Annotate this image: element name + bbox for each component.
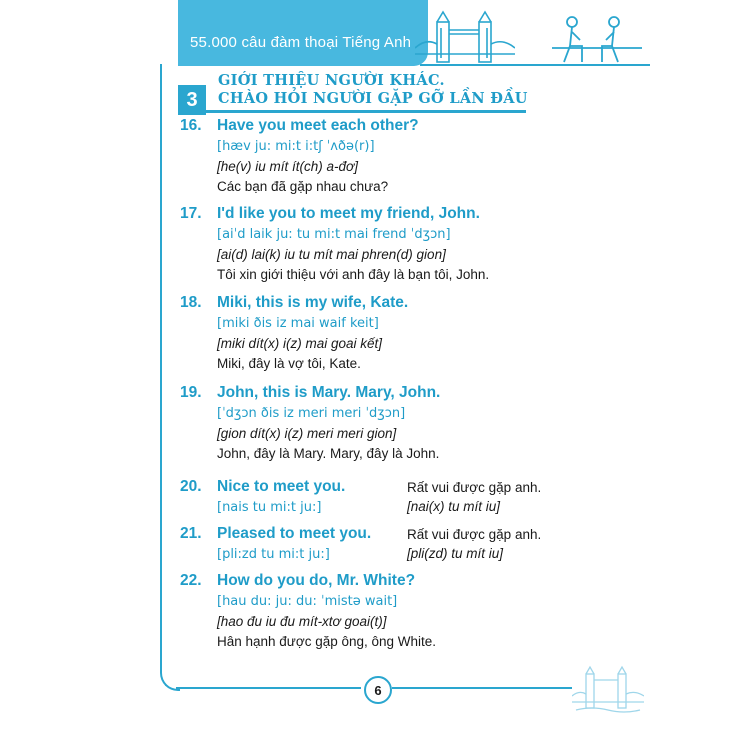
corner-bridge-icon: [572, 664, 644, 716]
vietnamese-pronunciation: [ai(d) lai(k) iu tu mít mai phren(d) gion]: [217, 247, 446, 262]
sitting-people-icon: [552, 14, 642, 72]
vietnamese-translation: Các bạn đã gặp nhau chưa?: [217, 179, 389, 194]
ipa-transcription: [nais tu mi:t ju:]: [217, 500, 322, 515]
ipa-transcription: [pli:zd tu mi:t ju:]: [217, 547, 330, 562]
entry-number: 18.: [180, 294, 202, 311]
english-phrase: I'd like you to meet my friend, John.: [217, 205, 480, 222]
tower-bridge-icon: [415, 8, 515, 66]
page-frame-left: [160, 64, 180, 691]
entry-number: 21.: [180, 525, 202, 542]
entry-number: 16.: [180, 117, 202, 134]
ipa-transcription: [ˈdʒɔn ðis iz meri meri ˈdʒɔn]: [217, 406, 406, 421]
entry-number: 22.: [180, 572, 202, 589]
vietnamese-pronunciation: [pli(zd) tu mít iu]: [407, 546, 504, 561]
page-number: 6: [364, 676, 392, 704]
english-phrase: Pleased to meet you.: [217, 525, 372, 542]
book-title: 55.000 câu đàm thoại Tiếng Anh: [190, 34, 412, 51]
vietnamese-pronunciation: [miki dít(x) i(z) mai goai kết]: [217, 336, 383, 351]
english-phrase: Have you meet each other?: [217, 117, 419, 134]
vietnamese-translation: John, đây là Mary. Mary, đây là John.: [217, 446, 440, 461]
entry-number: 20.: [180, 478, 202, 495]
header-tab: [178, 0, 428, 66]
entry-number: 19.: [180, 384, 202, 401]
ipa-transcription: [hæv ju: mi:t i:tʃ ˈʌðə(r)]: [217, 139, 375, 154]
entry-number: 17.: [180, 205, 202, 222]
section-title-line1: GIỚI THIỆU NGƯỜI KHÁC.: [218, 72, 445, 89]
vietnamese-translation: Miki, đây là vợ tôi, Kate.: [217, 356, 361, 371]
page-frame-bottom: [176, 687, 361, 689]
english-phrase: Nice to meet you.: [217, 478, 346, 495]
vietnamese-pronunciation: [nai(x) tu mít iu]: [407, 499, 501, 514]
ipa-transcription: [miki ðis iz mai waif keit]: [217, 316, 379, 331]
page-frame-bottom-right: [392, 687, 572, 689]
english-phrase: How do you do, Mr. White?: [217, 572, 416, 589]
english-phrase: Miki, this is my wife, Kate.: [217, 294, 409, 311]
vietnamese-pronunciation: [gion dít(x) i(z) meri meri gion]: [217, 426, 397, 441]
vietnamese-translation: Hân hạnh được gặp ông, ông White.: [217, 634, 437, 649]
vietnamese-pronunciation: [he(v) iu mít ít(ch) a-đơ]: [217, 159, 358, 174]
section-underline: [206, 110, 526, 113]
section-number-badge: 3: [178, 85, 206, 115]
vietnamese-translation: Tôi xin giới thiệu với anh đây là bạn tôi, John.: [217, 267, 490, 282]
section-title-line2: CHÀO HỎI NGƯỜI GẶP GỠ LẦN ĐẦU: [218, 90, 528, 107]
ipa-transcription: [aiˈd laik ju: tu mi:t mai frend ˈdʒɔn]: [217, 227, 451, 242]
vietnamese-translation: Rất vui được gặp anh.: [407, 527, 542, 542]
vietnamese-pronunciation: [hao đu iu đu mít-xtơ goai(t)]: [217, 614, 387, 629]
ipa-transcription: [hau du: ju: du: ˈmistə wait]: [217, 594, 398, 609]
vietnamese-translation: Rất vui được gặp anh.: [407, 480, 542, 495]
english-phrase: John, this is Mary. Mary, John.: [217, 384, 441, 401]
